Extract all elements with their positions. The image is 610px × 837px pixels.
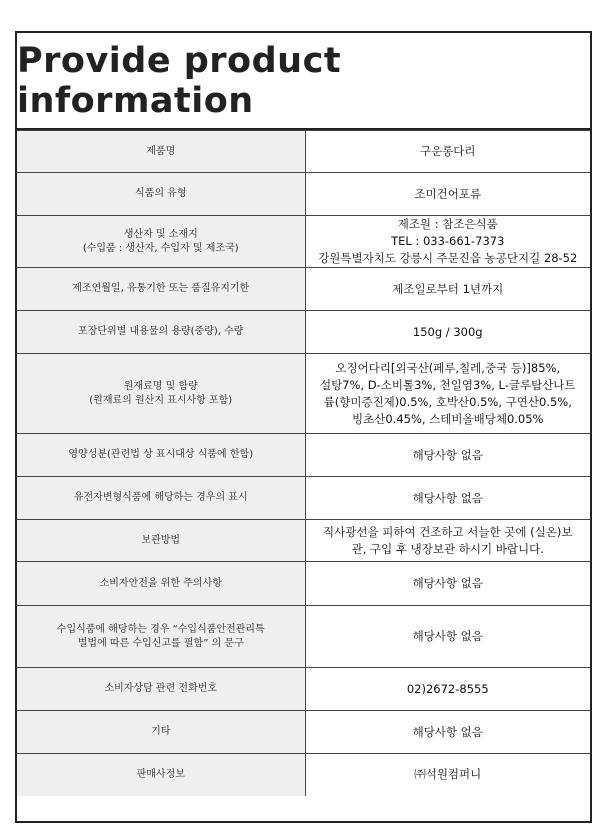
row-value: 구운롱다리 xyxy=(305,131,590,173)
row-label: 원재료명 및 함량 (원재료의 원산지 표시사항 포함) xyxy=(17,354,305,434)
row-value: 오징어다리[외국산(페루,칠레,중국 등)]85%, 설탕7%, D-소비톨3%, 천일염3%, L-글루탐산나트 륨(향미증진제)0.5%, 호박산0.5%, 구연산0.5%, 빙초산0.45%, 스테비올배당체0.05% xyxy=(305,354,590,434)
row-value: 직사광선을 피하여 건조하고 서늘한 곳에 (실온)보 관, 구입 후 냉장보관 하시기 바랍니다. xyxy=(305,520,590,562)
table-row xyxy=(17,668,590,711)
row-value: 02)2672-8555 xyxy=(305,668,590,711)
row-label: 영양성분(관련법 상 표시대상 식품에 한함) xyxy=(17,434,305,477)
row-label: 식품의 유형 xyxy=(17,173,305,216)
title-banner xyxy=(17,33,590,130)
row-label: 포장단위별 내용물의 용량(중량), 수량 xyxy=(17,311,305,354)
page-title: Provide product information xyxy=(17,40,342,121)
table-row xyxy=(17,562,590,606)
row-value: 해당사항 없음 xyxy=(305,562,590,606)
row-label: 소비자안전을 위한 주의사항 xyxy=(17,562,305,606)
row-value: 조미건어포류 xyxy=(305,173,590,216)
row-value: 제조일로부터 1년까지 xyxy=(305,268,590,311)
table-row xyxy=(17,268,590,311)
table-row xyxy=(17,216,590,268)
table-row xyxy=(17,434,590,477)
table-row xyxy=(17,711,590,754)
table-row xyxy=(17,173,590,216)
row-label: 유전자변형식품에 해당하는 경우의 표시 xyxy=(17,477,305,520)
table-row xyxy=(17,520,590,562)
row-value: 제조원 : 참조은식품 TEL : 033-661-7373 강원특별자치도 강릉시 주문진읍 농공단지길 28-52 xyxy=(305,216,590,268)
row-value: 해당사항 없음 xyxy=(305,477,590,520)
row-label: 기타 xyxy=(17,711,305,754)
row-label: 보관방법 xyxy=(17,520,305,562)
row-value: 해당사항 없음 xyxy=(305,606,590,668)
row-value: 해당사항 없음 xyxy=(305,711,590,754)
table-row xyxy=(17,354,590,434)
row-label: 소비자상담 관련 전화번호 xyxy=(17,668,305,711)
table-row xyxy=(17,754,590,796)
row-value: ㈜석원컴퍼니 xyxy=(305,754,590,796)
table-row xyxy=(17,311,590,354)
row-label: 제조연월일, 유통기한 또는 품질유지기한 xyxy=(17,268,305,311)
row-label: 생산자 및 소재지 (수입품 : 생산자, 수입자 및 제조국) xyxy=(17,216,305,268)
table-row xyxy=(17,606,590,668)
row-label: 판매사정보 xyxy=(17,754,305,796)
product-info-sheet xyxy=(15,31,592,823)
table-row xyxy=(17,131,590,173)
table-row xyxy=(17,477,590,520)
row-value: 150g / 300g xyxy=(305,311,590,354)
info-table xyxy=(17,130,590,796)
row-label: 수입식품에 해당하는 경우 “수입식품안전관리특 별법에 따른 수입신고를 필함” 의 문구 xyxy=(17,606,305,668)
row-value: 해당사항 없음 xyxy=(305,434,590,477)
row-label: 제품명 xyxy=(17,131,305,173)
